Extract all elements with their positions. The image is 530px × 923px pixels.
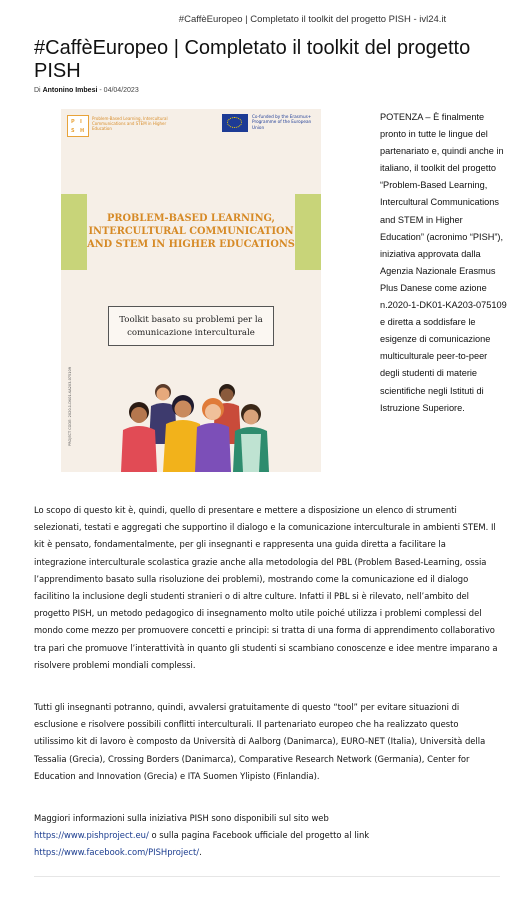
divider: [34, 876, 500, 877]
poster-headline: PROBLEM-BASED LEARNING, INTERCULTURAL COMMUNICATION AND STEM IN HIGHER EDUCATIONS: [87, 213, 295, 250]
toolkit-cover-image: [61, 109, 321, 472]
links-mid-text: o sulla pagina Facebook ufficiale del progetto al link: [151, 830, 370, 841]
links-intro-text: Maggiori informazioni sulla iniziativa PISH sono disponibili sul sito web: [34, 813, 329, 823]
byline: [34, 87, 139, 94]
links-end-text: .: [199, 847, 202, 858]
eu-flag-icon: [222, 114, 248, 132]
pish-website-link[interactable]: https://www.pishproject.eu/: [34, 830, 149, 841]
logo-letter: P: [71, 119, 75, 125]
project-code: PROJECT CODE: 2020-1-DK01-KA203-075109: [68, 367, 72, 446]
byline-prefix: Di: [34, 87, 41, 94]
green-bar-left: [61, 194, 87, 270]
article-date: 04/04/2023: [103, 87, 139, 94]
pish-logo-text: Problem-Based Learning, Intercultural Communications and STEM in Higher Education: [92, 116, 168, 131]
article-paragraph: Lo scopo di questo kit è, quindi, quello di presentare e mettere a disposizione un elenco di strumenti selezionati, testati e aggregati che supportino il dialogo e la comunicazione interculturale in ambienti STEM. Il kit è pensato, fondamentalmente, per gli insegnanti e rappresenta una guida diretta a facilitare la integrazione interculturale scolastica grazie anche alla metodologia del PBL (Problem Based-Learning, ossia l’apprendimento basato sulla risoluzione dei problemi), mostrando come la comunicazione ed il dialogo facilitino la inclusione degli studenti stranieri o di altre culture. Infatti il PBL si è rilevato, nell’ambito del progetto PISH, un metodo pedagogico di insegnamento molto utile poiché utilizza i problemi complessi del mondo come mezzo per promuovere concetti e principi: si tratta di una forma di apprendimento collaborativo tra pari che promuove l’interattività in quanto gli studenti si scambiano conoscenze e idee mentre imparano a risolvere problemi mondiali complessi.: [34, 505, 498, 670]
erasmus-cofunding-text: Co-funded by the Erasmus+ Programme of the European Union: [252, 114, 312, 130]
pish-logo: [67, 115, 89, 137]
article-paragraph: Tutti gli insegnanti potranno, quindi, avvalersi gratuitamente di questo “tool” per evitare situazioni di esclusione e risolvere possibili conflitti interculturali. Il partenariato europeo che ha realizzato questo utilissimo kit di lavoro è composto da Università di Aalborg (Danimarca), EURO-NET (Italia), Università della Tessalia (Grecia), Crossing Borders (Danimarca), Comparative Research Network (Germania), Center for Education and Innovation (Grecia) e ITA Suomen Ylipisto (Finlandia).: [34, 702, 486, 781]
article-paragraph-links: [34, 810, 500, 862]
byline-separator: -: [99, 87, 102, 94]
logo-letter: H: [80, 128, 85, 134]
browser-page-header: #CaffèEuropeo | Completato il toolkit del progetto PISH - ivl24.it: [178, 14, 447, 25]
people-illustration: [111, 354, 281, 472]
logo-letter: S: [71, 128, 75, 134]
author-link[interactable]: Antonino Imbesi: [42, 87, 98, 94]
toolkit-label-box: Toolkit basato su problemi per la comunicazione interculturale: [108, 306, 274, 346]
poster-headline-band: [61, 194, 321, 270]
facebook-page-link[interactable]: https://www.facebook.com/PISHproject/: [34, 847, 200, 858]
article-title: #CaffèEuropeo | Completato il toolkit del progetto PISH: [34, 37, 471, 82]
logo-letter: I: [80, 119, 82, 125]
green-bar-right: [295, 194, 321, 270]
article-intro: POTENZA – È finalmente pronto in tutte le lingue del partenariato e, quindi anche in italiano, il toolkit del progetto “Problem-Based Learning, Intercultural Communications and STEM in Higher Education” (acronimo “PISH”), iniziativa approvata dalla Agenzia Nazionale Erasmus Plus Danese come azione n.2020-1-DK01-KA203-075109 e diretta a soddisfare le esigenze di comunicazione multiculturale peer-to-peer degli studenti di materie scientifiche negli Istituti di Istruzione Superiore.: [380, 112, 507, 413]
